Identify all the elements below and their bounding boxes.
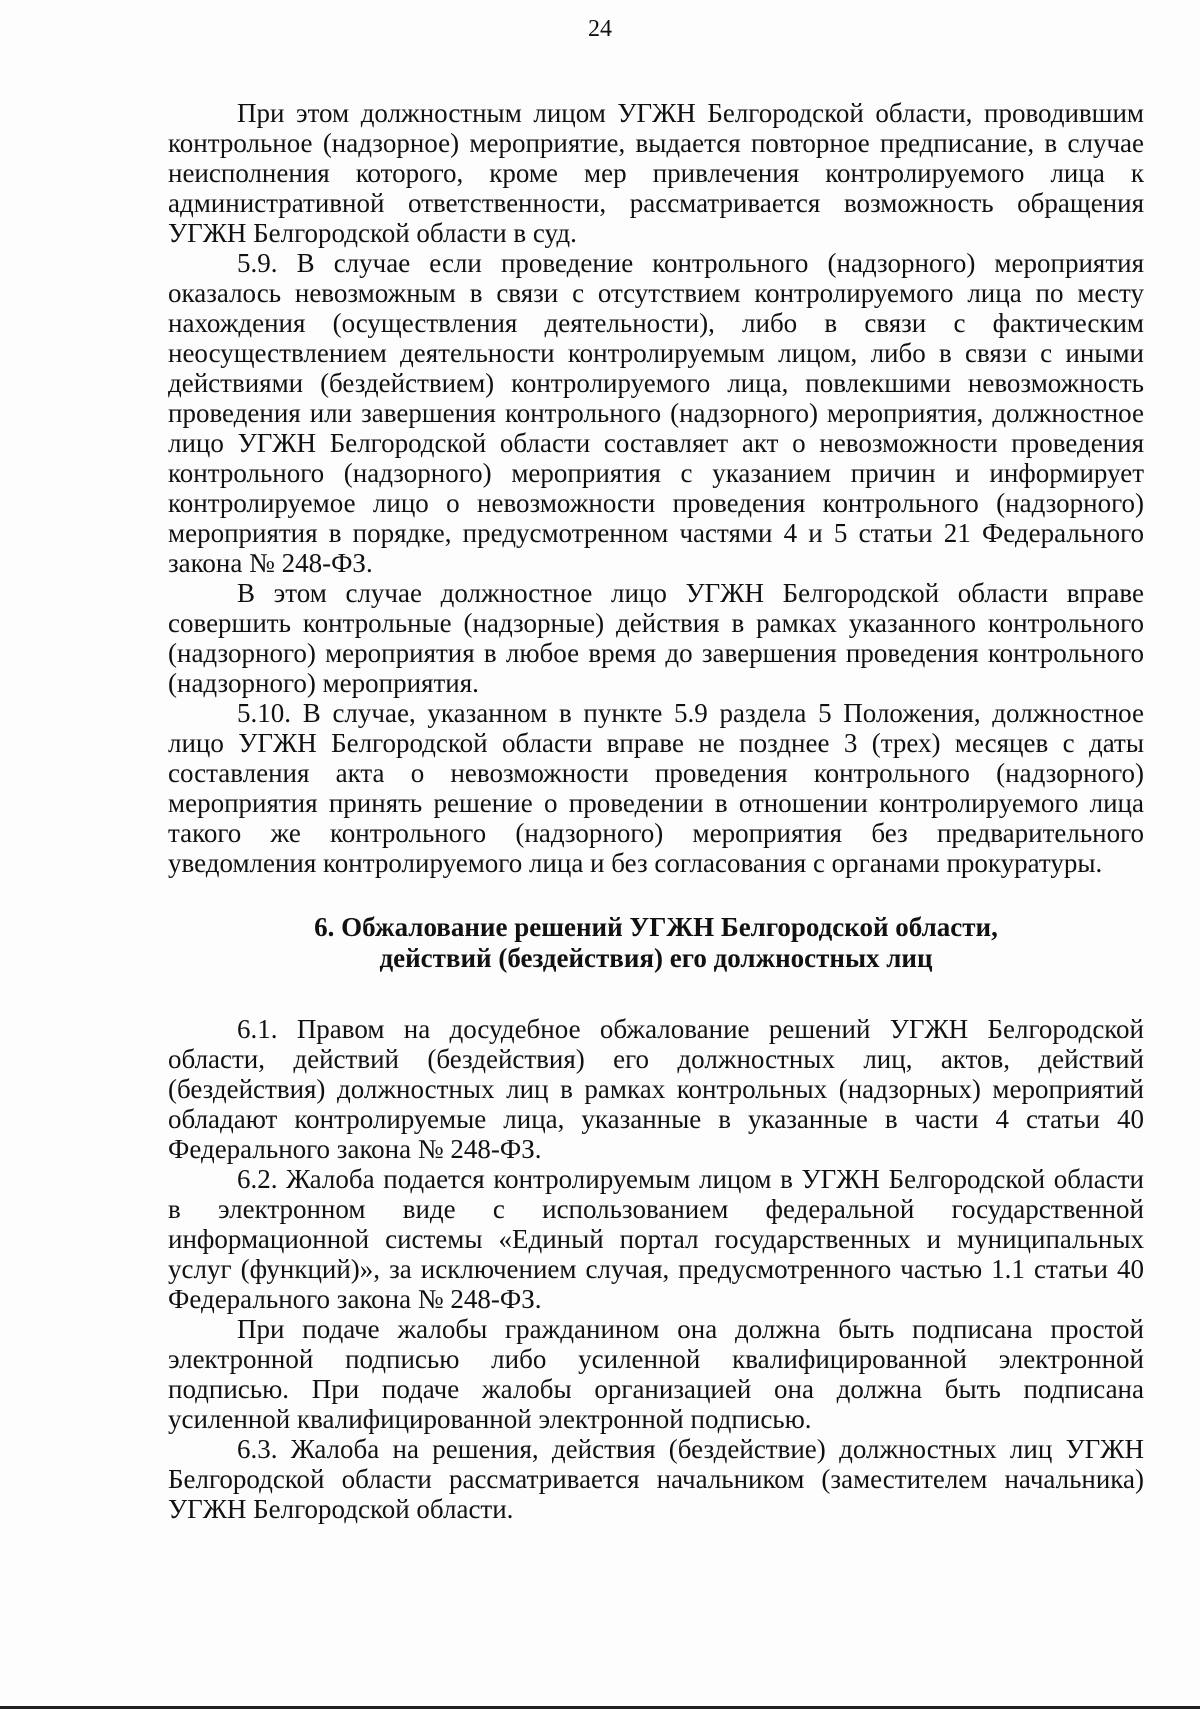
page-number: 24 [588, 16, 612, 42]
paragraph-5-10: 5.10. В случае, указанном в пункте 5.9 раздела 5 Положения, должностное лицо УГЖН Белгородской области вправе не позднее 3 (трех) месяцев с даты составления акта о невозможности проведения контрольного (надзорного) мероприятия принять решение о проведении в отношении контролируемого лица такого же контрольного (надзорного) мероприятия без предварительного уведомления контролируемого лица и без согласования с органами прокуратуры. [168, 698, 1144, 878]
section-6-heading-line-2: действий (бездействия) его должностных лиц [379, 943, 933, 973]
paragraph-repeat-order: При этом должностным лицом УГЖН Белгородской области, проводившим контрольное (надзорное) мероприятие, выдается повторное предписание, в случае неисполнения которого, кроме мер привлечения контролируемого лица к административной ответственности, рассматривается возможность обращения УГЖН Белгородской области в суд. [168, 98, 1144, 248]
section-6-heading-line-1: 6. Обжалование решений УГЖН Белгородской области, [314, 912, 998, 942]
paragraph-5-9-continued: В этом случае должностное лицо УГЖН Белгородской области вправе совершить контрольные (надзорные) действия в рамках указанного контрольного (надзорного) мероприятия в любое время до завершения проведения контрольного (надзорного) мероприятия. [168, 578, 1144, 698]
paragraph-6-3: 6.3. Жалоба на решения, действия (бездействие) должностных лиц УГЖН Белгородской области рассматривается начальником (заместителем начальника) УГЖН Белгородской области. [168, 1434, 1144, 1524]
section-6-heading [168, 912, 1144, 974]
document-body [168, 98, 1144, 1524]
paragraph-6-1: 6.1. Правом на досудебное обжалование решений УГЖН Белгородской области, действий (бездействия) его должностных лиц, актов, действий (бездействия) должностных лиц в рамках контрольных (надзорных) мероприятий обладают контролируемые лица, указанные в указанные в части 4 статьи 40 Федерального закона № 248-ФЗ. [168, 1014, 1144, 1164]
paragraph-6-2: 6.2. Жалоба подается контролируемым лицом в УГЖН Белгородской области в электронном виде с использованием федеральной государственной информационной системы «Единый портал государственных и муниципальных услуг (функций)», за исключением случая, предусмотренного частью 1.1 статьи 40 Федерального закона № 248-ФЗ. [168, 1164, 1144, 1314]
paragraph-signature-requirements: При подаче жалобы гражданином она должна быть подписана простой электронной подписью либо усиленной квалифицированной электронной подписью. При подаче жалобы организацией она должна быть подписана усиленной квалифицированной электронной подписью. [168, 1314, 1144, 1434]
paragraph-5-9: 5.9. В случае если проведение контрольного (надзорного) мероприятия оказалось невозможным в связи с отсутствием контролируемого лица по месту нахождения (осуществления деятельности), либо в связи с фактическим неосуществлением деятельности контролируемым лицом, либо в связи с иными действиями (бездействием) контролируемого лица, повлекшими невозможность проведения или завершения контрольного (надзорного) мероприятия, должностное лицо УГЖН Белгородской области составляет акт о невозможности проведения контрольного (надзорного) мероприятия с указанием причин и информирует контролируемое лицо о невозможности проведения контрольного (надзорного) мероприятия в порядке, предусмотренном частями 4 и 5 статьи 21 Федерального закона № 248-ФЗ. [168, 248, 1144, 578]
